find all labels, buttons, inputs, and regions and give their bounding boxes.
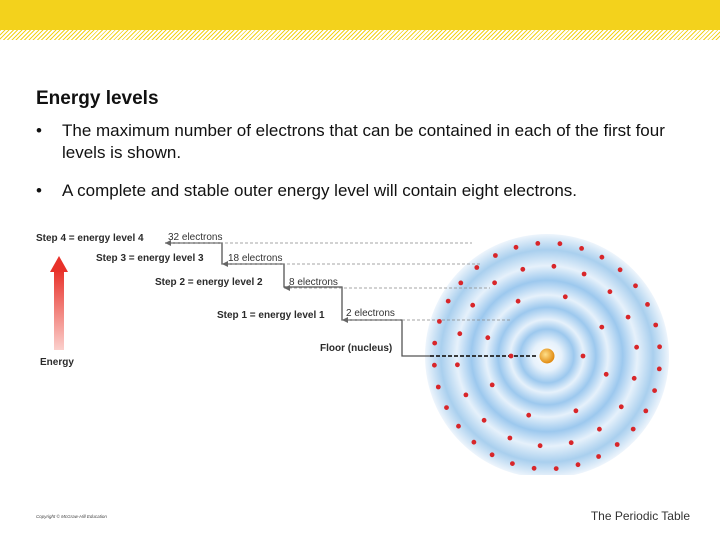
bullet-item <box>36 120 696 164</box>
electron <box>574 408 579 413</box>
electron <box>509 354 514 359</box>
electron <box>514 245 519 250</box>
energy-arrow-head <box>50 256 68 272</box>
top-banner <box>0 0 720 30</box>
electron <box>464 393 469 398</box>
electron <box>444 405 449 410</box>
electron <box>599 325 604 330</box>
bullet-dot: • <box>36 121 42 140</box>
step-3-label: Step 3 = energy level 3 <box>96 253 204 264</box>
electron <box>579 246 584 251</box>
energy-axis-label: Energy <box>40 357 74 368</box>
level-4-electrons: 32 electrons <box>168 232 223 243</box>
slide-title: Energy levels <box>36 88 159 109</box>
electron <box>520 267 525 272</box>
electron <box>526 413 531 418</box>
step-1-label: Step 1 = energy level 1 <box>217 310 325 321</box>
electron <box>436 385 441 390</box>
electron <box>472 440 477 445</box>
electron <box>558 241 563 246</box>
electron <box>490 452 495 457</box>
electron <box>581 354 586 359</box>
energy-arrow-shaft <box>54 270 64 350</box>
footer-title: The Periodic Table <box>590 509 690 523</box>
electron <box>492 280 497 285</box>
electron <box>538 443 543 448</box>
electron <box>600 255 605 260</box>
electron <box>608 289 613 294</box>
electron <box>597 427 602 432</box>
electron <box>516 299 521 304</box>
electron <box>657 344 662 349</box>
electron <box>631 427 636 432</box>
electron <box>563 294 568 299</box>
electron <box>569 440 574 445</box>
electron <box>552 264 557 269</box>
electron <box>554 466 559 471</box>
electron <box>432 363 437 368</box>
electron <box>535 241 540 246</box>
bullet-dot: • <box>36 181 42 200</box>
electron <box>482 418 487 423</box>
step-4-label: Step 4 = energy level 4 <box>36 233 144 244</box>
electron <box>633 283 638 288</box>
banner-stripe <box>0 30 720 40</box>
electron <box>508 436 513 441</box>
electron <box>626 315 631 320</box>
electron <box>458 281 463 286</box>
electron <box>645 302 650 307</box>
copyright-text: Copyright © McGraw-Hill Education <box>36 514 107 519</box>
electron <box>643 409 648 414</box>
electron <box>604 372 609 377</box>
electron <box>474 265 479 270</box>
electron <box>432 341 437 346</box>
bullet-text: A complete and stable outer energy level will contain eight electrons. <box>62 181 578 200</box>
electron <box>510 461 515 466</box>
electron <box>455 362 460 367</box>
electron <box>653 323 658 328</box>
nucleus <box>540 349 555 364</box>
electron <box>582 272 587 277</box>
electron <box>457 331 462 336</box>
electron <box>615 442 620 447</box>
electron <box>446 299 451 304</box>
electron <box>576 462 581 467</box>
electron <box>657 367 662 372</box>
electron <box>490 383 495 388</box>
electron <box>634 345 639 350</box>
level-3-electrons: 18 electrons <box>228 253 283 264</box>
electron <box>596 454 601 459</box>
electron <box>485 335 490 340</box>
energy-level-diagram <box>0 215 720 475</box>
bullet-list <box>36 120 696 218</box>
electron <box>470 303 475 308</box>
electron <box>652 388 657 393</box>
bullet-item <box>36 180 696 202</box>
electron <box>437 319 442 324</box>
step-2-label: Step 2 = energy level 2 <box>155 277 263 288</box>
electron <box>618 267 623 272</box>
bullet-text: The maximum number of electrons that can be contained in each of the first four levels is shown. <box>62 121 665 162</box>
electron <box>632 376 637 381</box>
level-1-electrons: 2 electrons <box>346 308 395 319</box>
electron <box>493 253 498 258</box>
level-2-electrons: 8 electrons <box>289 277 338 288</box>
floor-label: Floor (nucleus) <box>320 343 393 354</box>
electron <box>456 424 461 429</box>
electron <box>532 466 537 471</box>
energy-staircase <box>165 243 430 356</box>
electron <box>619 404 624 409</box>
